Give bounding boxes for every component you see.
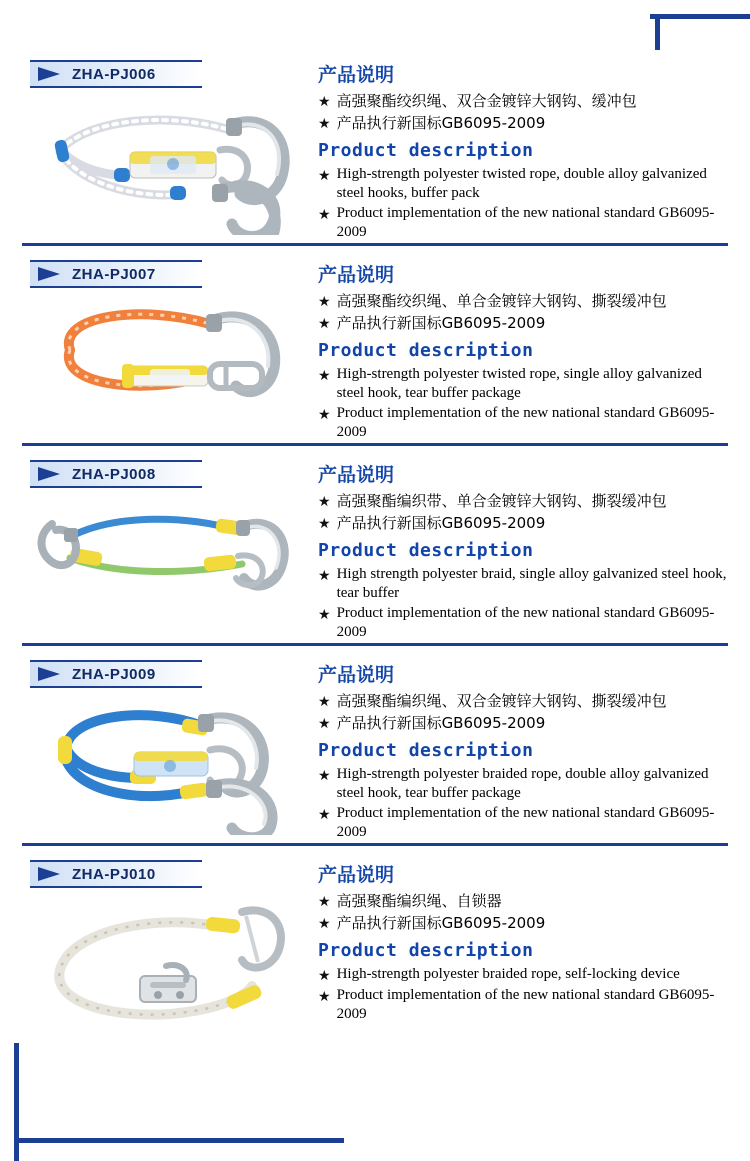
product-description-column (310, 446, 730, 643)
bullet-item (318, 113, 730, 134)
star-icon: ★ (318, 915, 331, 931)
bullet-text: Product implementation of the new national standard GB6095-2009 (336, 405, 715, 440)
star-icon: ★ (318, 806, 331, 822)
description-title-cn: 产品说明 (318, 864, 395, 886)
star-icon: ★ (318, 767, 331, 783)
product-image-column (20, 846, 310, 1035)
star-icon: ★ (318, 406, 331, 422)
product-description-column (310, 846, 730, 1025)
product-image-column (20, 446, 310, 620)
bullet-item (318, 891, 730, 912)
bullet-item (318, 204, 730, 242)
product-code: ZHA-PJ009 (72, 665, 156, 683)
product-block (0, 646, 750, 843)
product-image-twisted-rope-double-hook-lanyard (30, 90, 300, 235)
bullet-item (318, 713, 730, 734)
product-image-braided-rope-double-hook-lanyard (30, 690, 300, 835)
product-code-banner (30, 860, 202, 888)
description-title-en: Product description (318, 140, 534, 161)
bullet-item (318, 165, 730, 203)
bullet-item (318, 986, 730, 1024)
bullet-text: High-strength polyester twisted rope, double alloy galvanized steel hooks, buffer pack (336, 166, 707, 201)
star-icon: ★ (318, 293, 331, 309)
corner-mark-bottom-left-horizontal (14, 1138, 344, 1143)
bullet-text: 产品执行新国标GB6095-2009 (336, 714, 546, 732)
star-icon: ★ (318, 967, 331, 983)
description-title-cn: 产品说明 (318, 464, 395, 486)
star-icon: ★ (318, 715, 331, 731)
description-title-cn: 产品说明 (318, 64, 395, 86)
arrow-icon (38, 67, 60, 81)
product-code: ZHA-PJ006 (72, 65, 156, 83)
bullet-item (318, 491, 730, 512)
bullet-item (318, 691, 730, 712)
product-code: ZHA-PJ007 (72, 265, 156, 283)
star-icon: ★ (318, 315, 331, 331)
product-image-column (20, 246, 310, 430)
corner-mark-bottom-left-vertical (14, 1043, 19, 1143)
bullet-item (318, 765, 730, 803)
bullet-text: 产品执行新国标GB6095-2009 (336, 514, 546, 532)
arrow-icon (38, 267, 60, 281)
bullet-item (318, 965, 730, 985)
bullet-text: High-strength polyester twisted rope, single alloy galvanized steel hook, tear buffer package (336, 366, 702, 401)
bullet-item (318, 291, 730, 312)
bullet-item (318, 913, 730, 934)
description-title-en: Product description (318, 740, 534, 761)
description-title-en: Product description (318, 940, 534, 961)
bullet-item (318, 804, 730, 842)
product-code: ZHA-PJ008 (72, 465, 156, 483)
bullet-text: Product implementation of the new national standard GB6095-2009 (336, 805, 715, 840)
product-code-banner (30, 260, 202, 288)
product-image-orange-twisted-rope-single-hook-lanyard (30, 290, 300, 430)
star-icon: ★ (318, 367, 331, 383)
product-image-column (20, 46, 310, 235)
product-description-column (310, 246, 730, 443)
bullet-item (318, 365, 730, 403)
product-image-braided-rope-self-locking-device (30, 890, 300, 1035)
bullet-item (318, 565, 730, 603)
star-icon: ★ (318, 93, 331, 109)
product-block (0, 0, 750, 243)
bullet-item (318, 513, 730, 534)
description-title-cn: 产品说明 (318, 264, 395, 286)
arrow-icon (38, 467, 60, 481)
star-icon: ★ (318, 515, 331, 531)
product-code-banner (30, 460, 202, 488)
star-icon: ★ (318, 988, 331, 1004)
product-description-column (310, 46, 730, 243)
product-block (0, 446, 750, 643)
arrow-icon (38, 667, 60, 681)
product-code-banner (30, 60, 202, 88)
star-icon: ★ (318, 567, 331, 583)
arrow-icon (38, 867, 60, 881)
description-title-en: Product description (318, 540, 534, 561)
bullet-text: 产品执行新国标GB6095-2009 (336, 114, 546, 132)
star-icon: ★ (318, 115, 331, 131)
product-code: ZHA-PJ010 (72, 865, 156, 883)
product-block (0, 846, 750, 1035)
product-block (0, 246, 750, 443)
bullet-text: 高强聚酯编织绳、双合金镀锌大钢钩、撕裂缓冲包 (336, 692, 667, 710)
product-image-column (20, 646, 310, 835)
bullet-text: High strength polyester braid, single alloy galvanized steel hook, tear buffer (336, 566, 727, 601)
product-code-banner (30, 660, 202, 688)
bullet-text: 产品执行新国标GB6095-2009 (336, 314, 546, 332)
bullet-text: Product implementation of the new national standard GB6095-2009 (336, 605, 715, 640)
corner-mark-bottom-left-tick (14, 1143, 19, 1161)
bullet-text: Product implementation of the new national standard GB6095-2009 (336, 987, 715, 1022)
star-icon: ★ (318, 493, 331, 509)
star-icon: ★ (318, 693, 331, 709)
bullet-item (318, 313, 730, 334)
bullet-text: High-strength polyester braided rope, self-locking device (336, 966, 680, 982)
product-description-column (310, 646, 730, 843)
bullet-text: Product implementation of the new national standard GB6095-2009 (336, 205, 715, 240)
bullet-item (318, 91, 730, 112)
product-image-polyester-braid-single-hook-lanyard (30, 490, 300, 620)
bullet-text: 高强聚酯编织带、单合金镀锌大钢钩、撕裂缓冲包 (336, 492, 667, 510)
star-icon: ★ (318, 893, 331, 909)
bullet-text: 高强聚酯编织绳、自锁器 (336, 892, 502, 910)
bullet-text: 产品执行新国标GB6095-2009 (336, 914, 546, 932)
bullet-text: High-strength polyester braided rope, double alloy galvanized steel hook, tear buffer package (336, 766, 709, 801)
bullet-item (318, 404, 730, 442)
bullet-text: 高强聚酯绞织绳、双合金镀锌大钢钩、缓冲包 (336, 92, 637, 110)
star-icon: ★ (318, 167, 331, 183)
bullet-text: 高强聚酯绞织绳、单合金镀锌大钢钩、撕裂缓冲包 (336, 292, 667, 310)
description-title-cn: 产品说明 (318, 664, 395, 686)
description-title-en: Product description (318, 340, 534, 361)
star-icon: ★ (318, 206, 331, 222)
star-icon: ★ (318, 606, 331, 622)
bullet-item (318, 604, 730, 642)
